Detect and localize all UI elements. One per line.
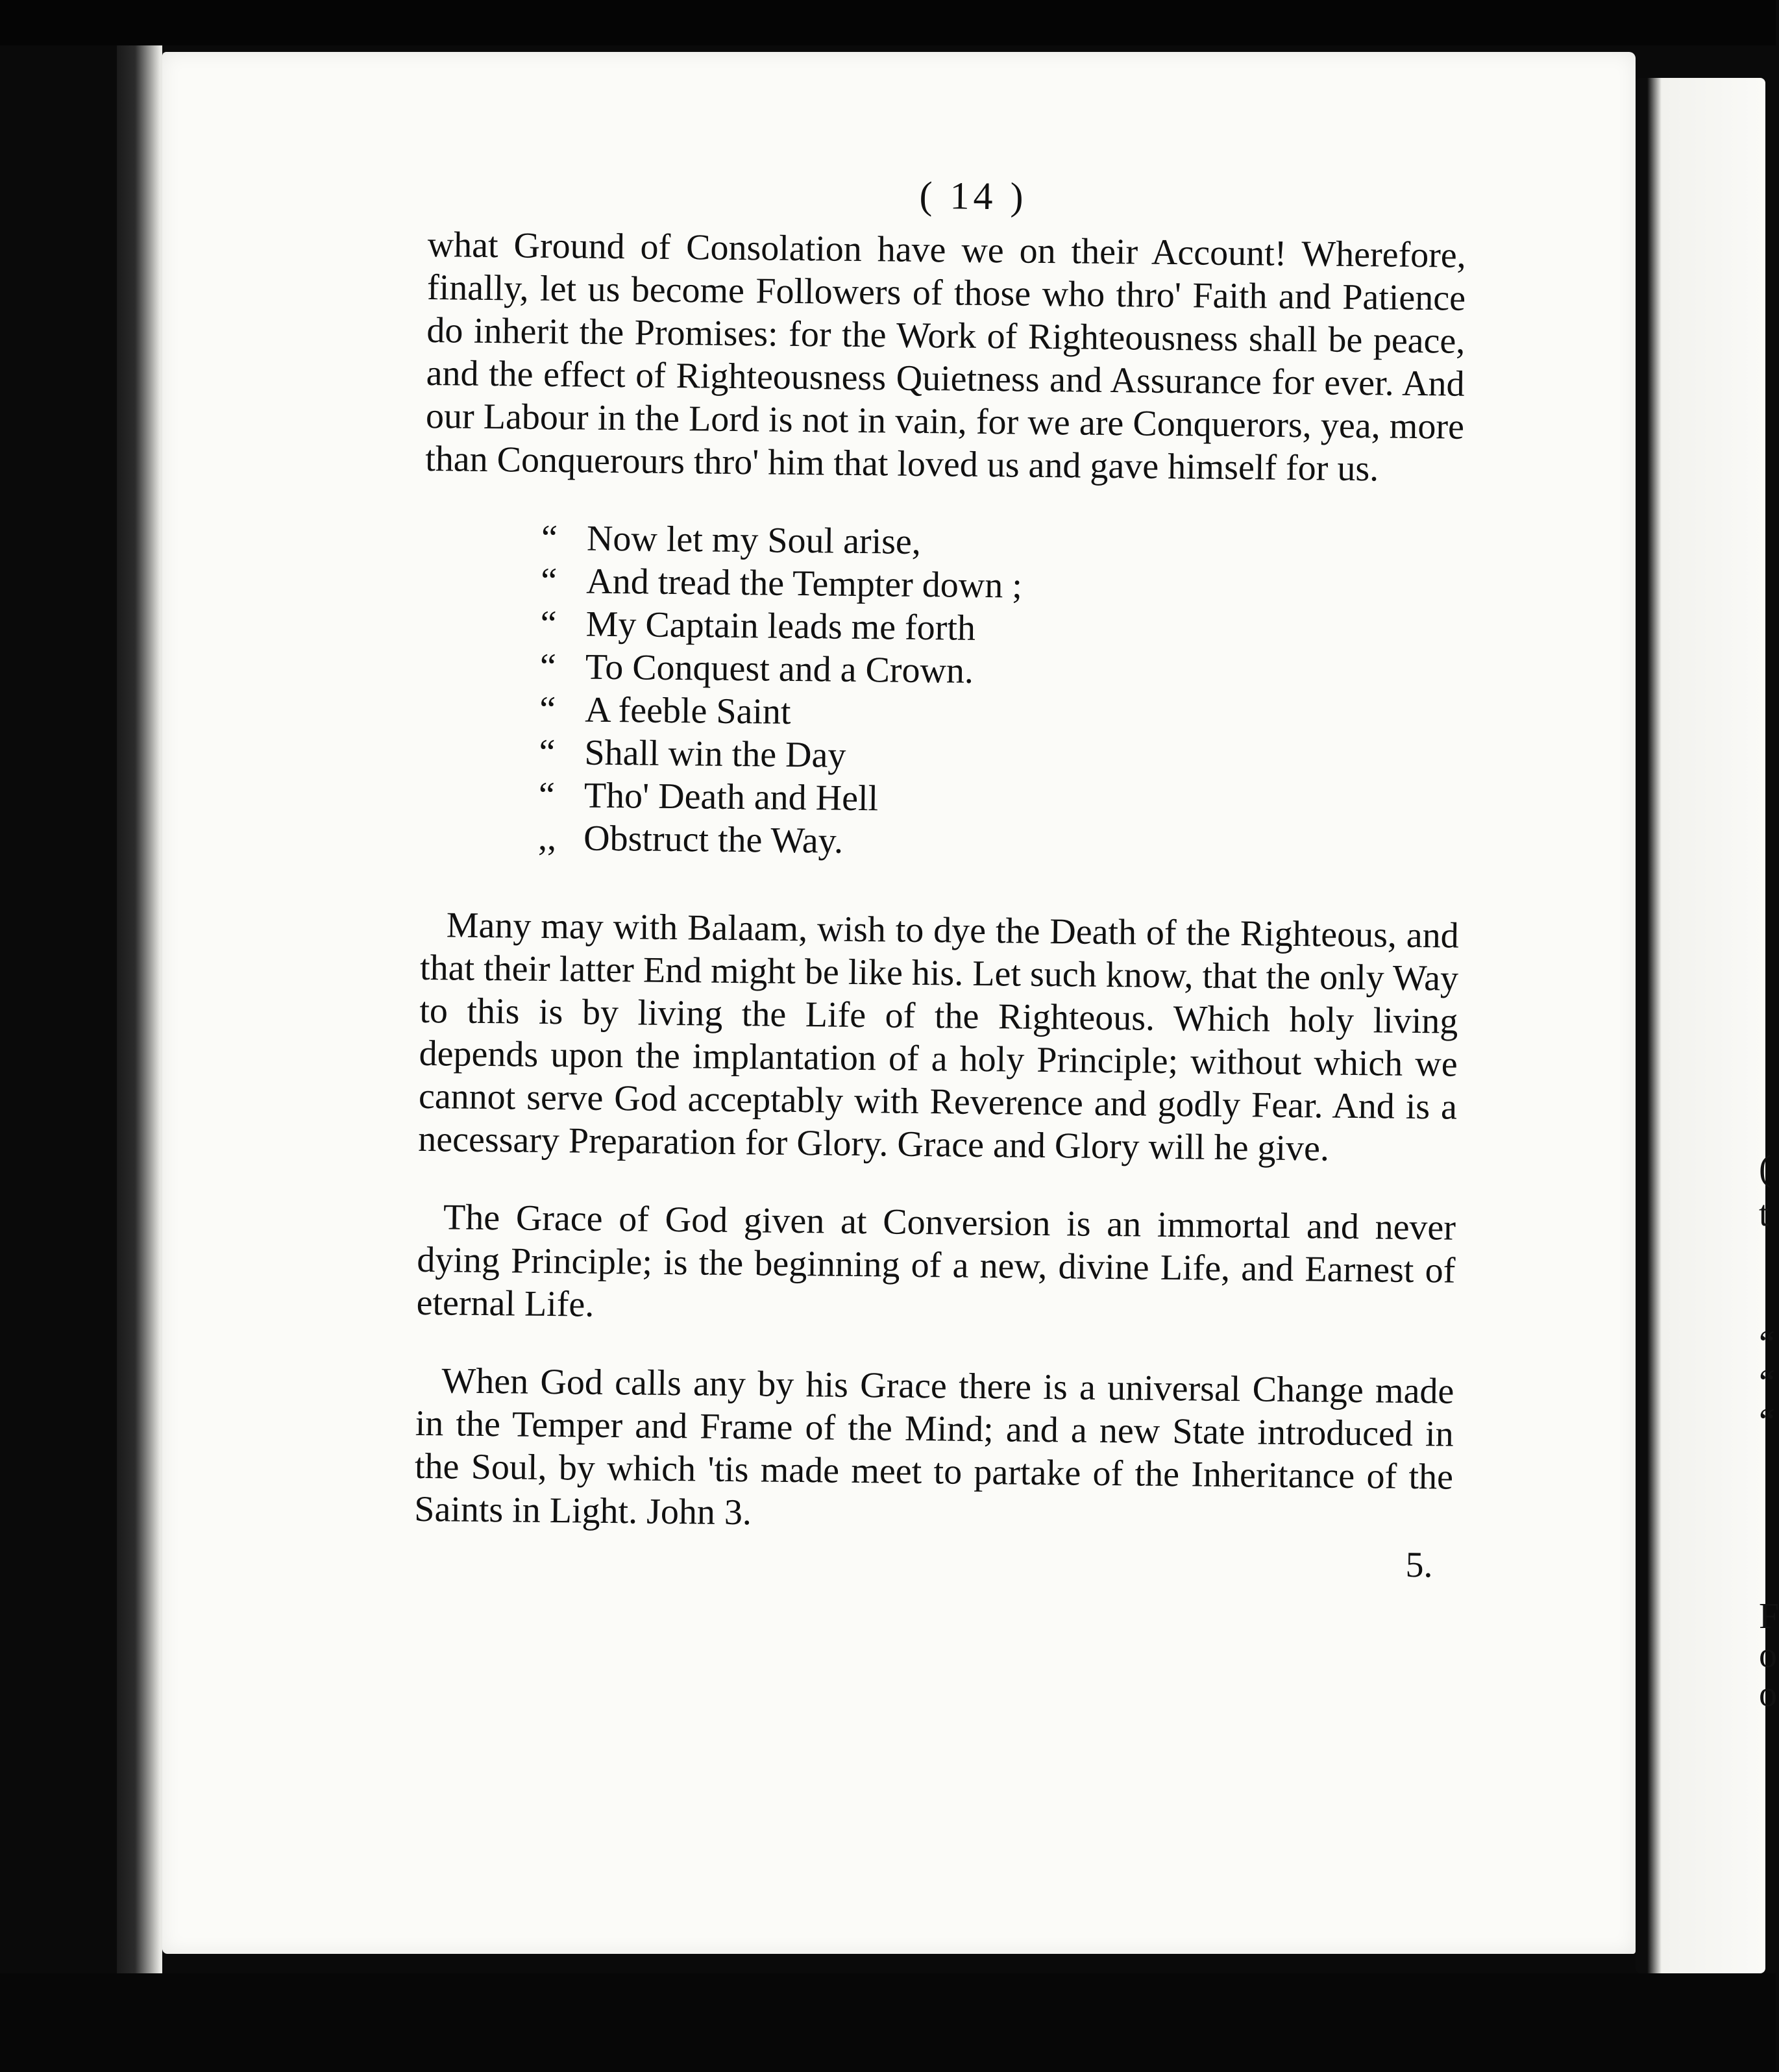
facing-page-fragment: “ xyxy=(1759,1401,1775,1442)
verse-block xyxy=(538,517,1463,869)
page-number: ( 14 ) xyxy=(919,173,1027,218)
verse-text: And tread the Tempter down ; xyxy=(586,561,1023,606)
verse-text: Tho' Death and Hell xyxy=(583,775,879,819)
scan-border-top xyxy=(0,0,1776,45)
paragraph: what Ground of Consolation have we on their Account! Wherefore, finally, let us become Followers of those who thro' Faith and Patience do inherit the Promises: for the Work of Righteousness shall be peace, and the effect of Righteousness Quietness and Assurance for ever. And our Labour in the Lord is not in vain, for we are Conquerors, yea, more than Conquerours thro' him that loved us and gave himself for us. xyxy=(424,224,1467,489)
quote-mark: “ xyxy=(539,689,556,730)
quote-mark: “ xyxy=(540,603,557,645)
paragraph: Many may with Balaam, wish to dye the Death of the Righteous, and that their latter End might be like his. Let such know, that the only Way to this is by living the Life of the Righteous. Which holy living depends upon the implantation of a holy Principle; without which we cannot serve God acceptably with Reverence and godly Fear. And is a necessary Preparation for Glory. Grace and Glory will he give. xyxy=(418,905,1460,1169)
verse-text: To Conquest and a Crown. xyxy=(585,647,974,691)
facing-page-fragment: “ xyxy=(1759,1363,1775,1403)
facing-page-fragment: “ xyxy=(1759,1324,1775,1364)
quote-mark: “ xyxy=(541,517,558,559)
facing-page-fragment: o xyxy=(1759,1674,1777,1714)
facing-page-strip xyxy=(1636,78,1779,1973)
verse-text: Shall win the Day xyxy=(584,732,846,776)
page-text xyxy=(413,169,1467,1587)
facing-page-fragment: o xyxy=(1759,1635,1777,1675)
quote-mark: “ xyxy=(538,774,556,816)
book-gutter xyxy=(117,45,162,1980)
facing-page-fragment: F xyxy=(1759,1596,1779,1636)
paragraph: The Grace of God given at Conversion is an immortal and never dying Principle; is the beginning of a new, divine Life, and Earnest of eternal Life. xyxy=(416,1197,1456,1325)
scan-border-bottom xyxy=(0,1973,1776,2072)
verse-text: A feeble Saint xyxy=(584,689,791,732)
verse-text: Now let my Soul arise, xyxy=(586,518,922,562)
quote-mark: “ xyxy=(539,646,557,687)
verse-text: Obstruct the Way. xyxy=(583,818,844,861)
verse-line xyxy=(538,817,1460,869)
paragraph: When God calls any by his Grace there is a universal Change made in the Temper and Frame of the Mind; and a new State introduced in the Soul, by which 'tis made meet to partake of the Inheritance of the Saints in Light. John 3. xyxy=(414,1361,1454,1533)
quote-mark: ,, xyxy=(537,817,557,859)
facing-page-fragment: t xyxy=(1759,1194,1769,1234)
verse-text: My Captain leads me forth xyxy=(585,604,976,648)
facing-page-fragment: ( xyxy=(1759,1148,1771,1189)
reference-continuation: 5. xyxy=(1405,1544,1433,1586)
quote-mark: “ xyxy=(539,732,556,773)
quote-mark: “ xyxy=(541,560,558,602)
